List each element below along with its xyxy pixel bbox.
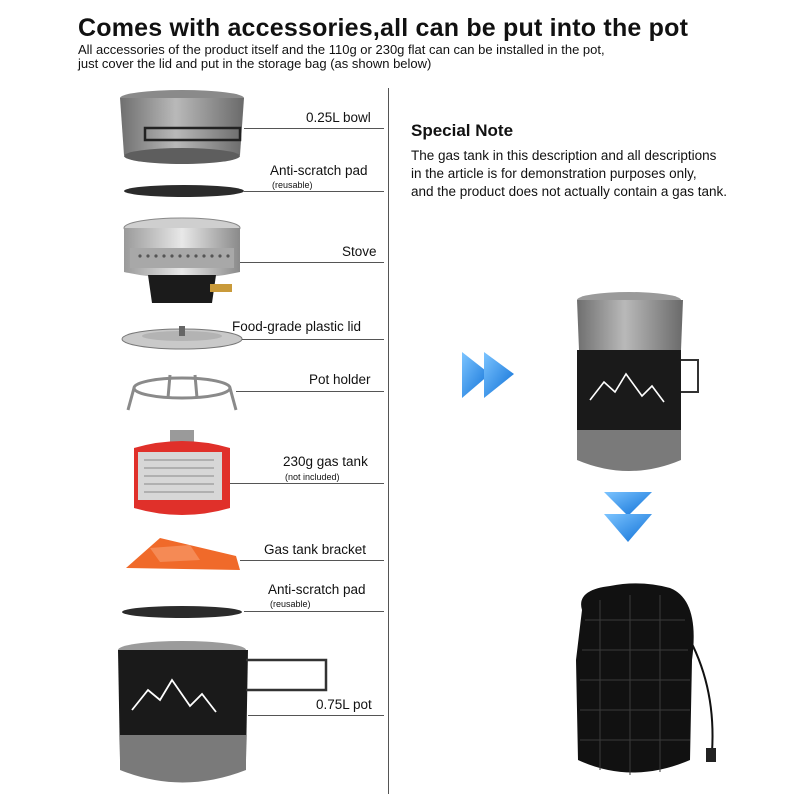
bowl-image (120, 90, 244, 164)
part-label-pot-holder: Pot holder (309, 372, 371, 387)
pot-holder-image (128, 375, 236, 410)
anti-scratch-pad-image (122, 606, 242, 618)
leader-line (244, 128, 384, 129)
part-sub-pad-2: (reusable) (270, 599, 311, 609)
part-label-bracket: Gas tank bracket (264, 542, 367, 557)
gas-tank-bracket-image (126, 538, 240, 570)
special-note-line-2: in the article is for demonstration purposes only, (411, 166, 697, 181)
special-note-line-3: and the product does not actually contain a gas tank. (411, 184, 727, 199)
stove-image (124, 218, 240, 303)
page-title: Comes with accessories,all can be put into the pot (78, 14, 689, 42)
part-label-stove: Stove (342, 244, 377, 259)
leader-line (240, 262, 384, 263)
lid-image (122, 326, 242, 349)
part-label-gas-tank: 230g gas tank (283, 454, 368, 469)
special-note-body (411, 147, 791, 201)
part-label-pad: Anti-scratch pad (270, 163, 368, 178)
leader-line (242, 339, 384, 340)
special-note-line-1: The gas tank in this description and all descriptions (411, 148, 717, 163)
pot-image (118, 641, 326, 783)
assembled-pot-image (577, 292, 698, 471)
subtitle-line-2: just cover the lid and put in the storage bag (as shown below) (78, 56, 432, 71)
leader-line (248, 715, 384, 716)
part-label-pad-2: Anti-scratch pad (268, 582, 366, 597)
double-arrow-right-icon (462, 352, 514, 398)
special-note-title: Special Note (411, 121, 514, 140)
part-label-lid: Food-grade plastic lid (232, 319, 362, 334)
leader-line (230, 483, 384, 484)
leader-line (240, 560, 384, 561)
part-label-pot: 0.75L pot (316, 697, 372, 712)
double-arrow-down-icon (604, 492, 652, 542)
part-label-bowl: 0.25L bowl (306, 110, 371, 125)
gas-tank-image (134, 430, 230, 515)
anti-scratch-pad-image (124, 185, 244, 197)
subtitle-line-1: All accessories of the product itself and the 110g or 230g flat can can be installed in the pot, (78, 42, 605, 57)
storage-bag-image (576, 583, 716, 775)
leader-line (244, 191, 384, 192)
part-sub-gas-tank: (not included) (285, 472, 340, 482)
leader-line (244, 611, 384, 612)
leader-line (236, 391, 384, 392)
part-sub-pad: (reusable) (272, 180, 313, 190)
